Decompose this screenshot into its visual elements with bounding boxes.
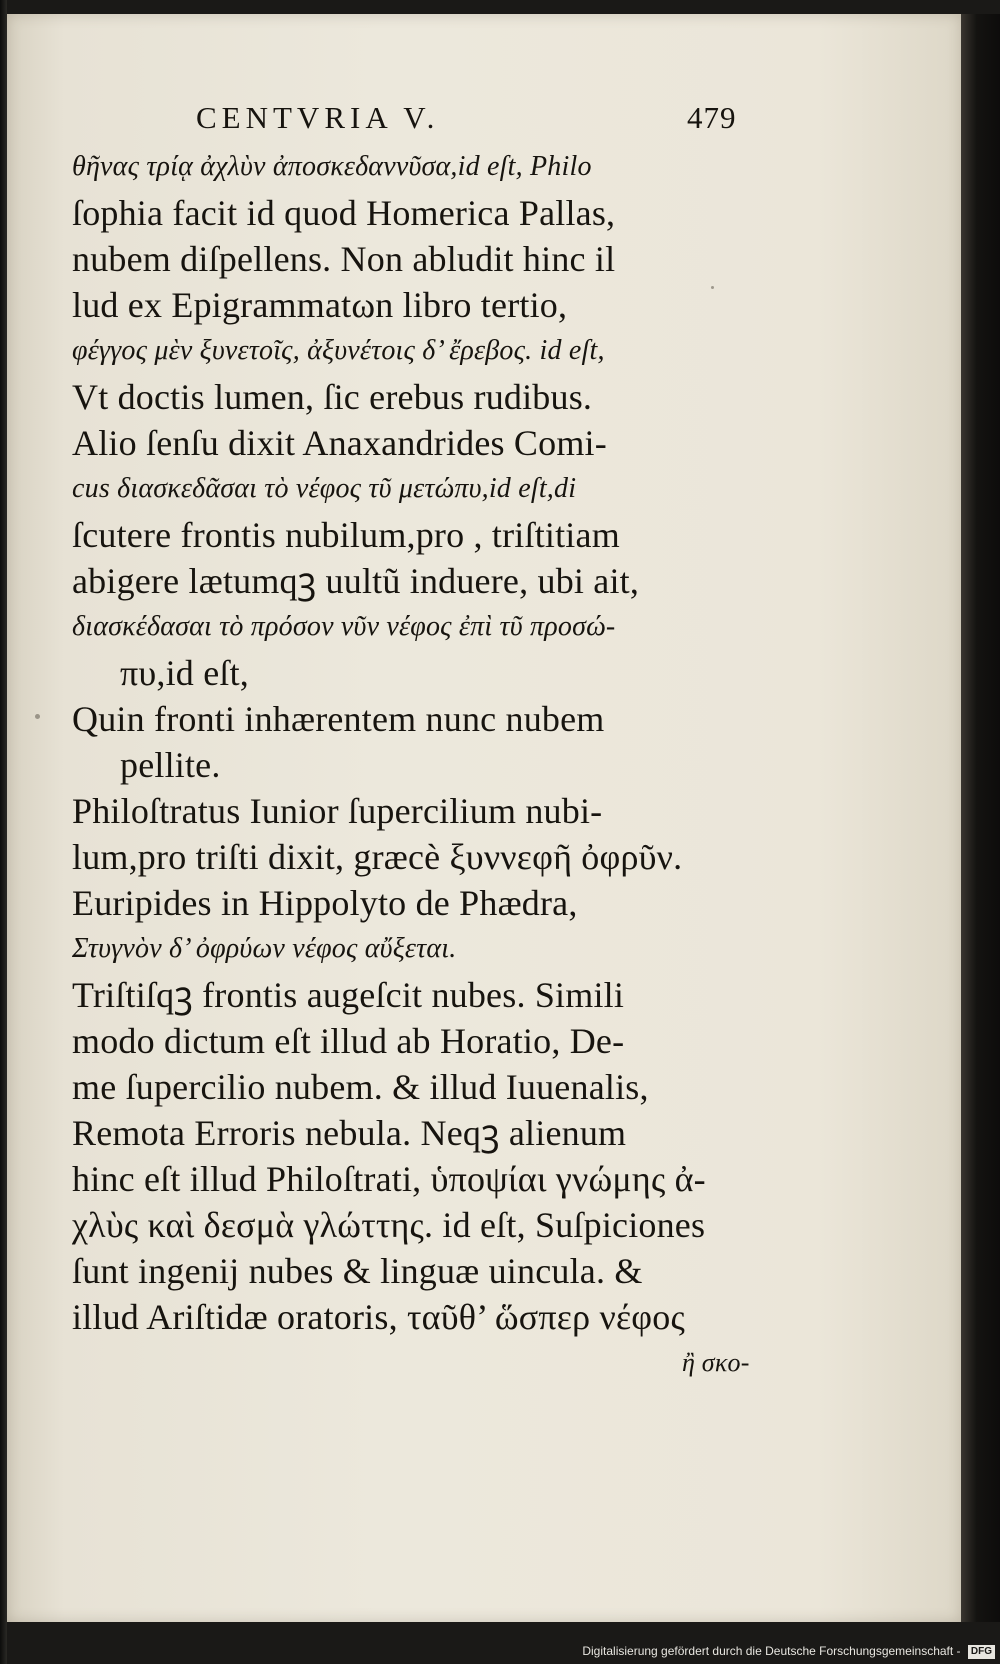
text-line: pellite. <box>120 745 221 785</box>
text-line: lum,pro triſti dixit, græcè ξυννεφῆ ὀφρῦν. <box>72 837 683 877</box>
text-line: Quin fronti inhærentem nunc nubem <box>72 699 605 739</box>
catchword: ἢ σκο- <box>682 1348 750 1377</box>
text-line: illud Ariſtidæ oratoris, ταῦθ’ ὥσπερ νέφος <box>72 1297 685 1337</box>
page-fore-edge <box>961 14 1000 1622</box>
text-line: me ſupercilio nubem. & illud Iuuenalis, <box>72 1067 649 1107</box>
text-line: nubem diſpellens. Non abludit hinc il <box>72 239 616 279</box>
digitization-credit <box>520 1640 995 1662</box>
text-line: χλὺς καὶ δεσμὰ γλώττης. id eſt, Suſpiciones <box>72 1205 706 1245</box>
text-line: ſophia facit id quod Homerica Pallas, <box>72 193 616 233</box>
text-line: φέγγος μὲν ξυνετοῖς, ἀξυνέτοις δ’ ἔρεβος. id eſt, <box>72 335 605 366</box>
running-title: CENTVRIA V. <box>196 100 440 135</box>
text-line: Στυγνὸν δ’ ὀφρύων νέφος αὔξεται. <box>72 933 457 964</box>
text-line: πυ,id eſt, <box>120 653 249 693</box>
text-line: θῆνας τρίᾳ ἀχλὺν ἀποσκεδαννῦσα,id eſt, Philo <box>72 151 592 182</box>
book-binding-edge <box>0 0 7 1664</box>
text-line: abigere lætumqꝫ uultũ induere, ubi ait, <box>72 561 640 601</box>
text-line: lud ex Epigrammatωn libro tertio, <box>72 285 568 325</box>
page-text-block <box>72 92 772 1386</box>
text-line: Philoſtratus Iunior ſupercilium nubi- <box>72 791 603 831</box>
page-number: 479 <box>687 100 737 135</box>
text-line: hinc eſt illud Philoſtrati, ὑποψίαι γνώμης ἀ- <box>72 1159 706 1199</box>
text-line: Alio ſenſu dixit Anaxandrides Comi- <box>72 423 607 463</box>
text-line: Remota Erroris nebula. Neqꝫ alienum <box>72 1113 627 1153</box>
text-line: ſunt ingenij nubes & linguæ uincula. & <box>72 1251 643 1291</box>
page-speck <box>35 714 40 719</box>
text-line: Euripides in Hippolyto de Phædra, <box>72 883 578 923</box>
text-line: Vt doctis lumen, ſic erebus rudibus. <box>72 377 593 417</box>
credit-text: Digitalisierung gefördert durch die Deutsche Forschungsgemeinschaft - <box>582 1644 961 1658</box>
text-line: cus διασκεδᾶσαι τὸ νέφος τῦ μετώπυ,id eſt,di <box>72 473 577 504</box>
running-head <box>72 92 772 144</box>
text-line: modo dictum eſt illud ab Horatio, De- <box>72 1021 625 1061</box>
dfg-logo: DFG <box>968 1645 995 1659</box>
text-line: Triſtiſqꝫ frontis augeſcit nubes. Simili <box>72 975 625 1015</box>
text-line: διασκέδασαι τὸ πρόσον νῦν νέφος ἐπὶ τῦ προσώ- <box>72 611 616 642</box>
text-line: ſcutere frontis nubilum,pro , triſtitiam <box>72 515 620 555</box>
